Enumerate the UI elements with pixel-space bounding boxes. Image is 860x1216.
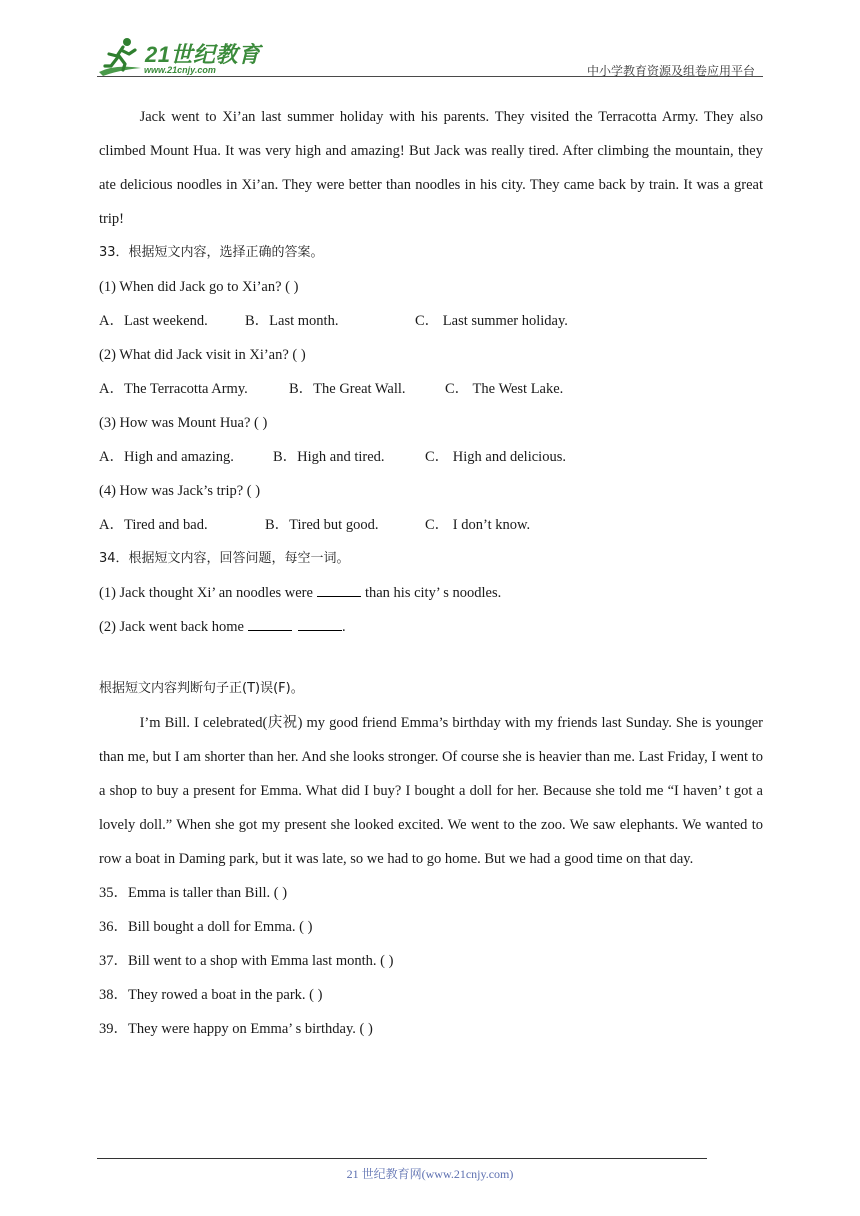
logo-text: 21世纪教育 <box>145 42 261 67</box>
answer-blank[interactable] <box>298 616 342 631</box>
question-37: 37．Bill went to a shop with Emma last month. ( ) <box>99 953 394 969</box>
logo <box>97 34 267 78</box>
question-34-1-text: (1) Jack thought Xi’ an noodles were <box>99 585 313 601</box>
question-39: 39．They were happy on Emma’ s birthday. ( ) <box>99 1021 373 1037</box>
option-a: A．Tired and bad. <box>99 517 208 533</box>
question-34-2-text: (2) Jack went back home <box>99 619 244 635</box>
option-c: C． Last summer holiday. <box>415 313 568 329</box>
footer-link[interactable]: 21 世纪教育网(www.21cnjy.com) <box>346 1167 514 1181</box>
document-body <box>99 100 763 1046</box>
passage-2: I’m Bill. I celebrated(庆祝) my good friend Emma’s birthday with my friends last Sunday. She is younger than me, but I am shorter than her. And she looks stronger. Of course she is heavier than me. Last Friday, I went to a shop to buy a present for Emma. What did I buy? I bought a doll for her. Because she told me “I haven’ t got a lovely doll.” When she got my present she looked excited. We went to the zoo. We saw elephants. We wanted to row a boat in Daming park, but it was late, so we had to go home. But we had a good time on that day. <box>99 715 763 867</box>
options-33-4 <box>99 508 763 542</box>
question-34-2 <box>99 610 763 644</box>
option-b: B．High and tired. <box>273 449 385 465</box>
passage-1: Jack went to Xi’an last summer holiday with his parents. They visited the Terracotta Army. They also climbed Mount Hua. It was very high and amazing! But Jack was really tired. After climbing the mountain, they ate delicious noodles in Xi’an. They were better than noodles in his city. They came back by train. It was a great trip! <box>99 109 763 227</box>
option-b: B．Tired but good. <box>265 517 379 533</box>
option-c: C． High and delicious. <box>425 449 566 465</box>
option-a: A．High and amazing. <box>99 449 234 465</box>
question-34-1-tail: than his city’ s noodles. <box>364 585 502 601</box>
answer-blank[interactable] <box>248 616 292 631</box>
footer-divider <box>97 1158 707 1159</box>
options-33-2 <box>99 372 763 406</box>
question-33-1: (1) When did Jack go to Xi’an? ( ) <box>99 279 299 295</box>
question-34-2-tail: . <box>341 619 346 635</box>
question-35: 35．Emma is taller than Bill. ( ) <box>99 885 288 901</box>
question-33-3: (3) How was Mount Hua? ( ) <box>99 415 268 431</box>
section-2-instruction: 根据短文内容判断句子正(T)误(F)。 <box>99 681 304 696</box>
question-33-4: (4) How was Jack’s trip? ( ) <box>99 483 261 499</box>
option-a: A．Last weekend. <box>99 313 208 329</box>
question-34-1 <box>99 576 763 610</box>
logo-url: www.21cnjy.com <box>144 65 216 75</box>
question-33-title: 33．根据短文内容，选择正确的答案。 <box>99 245 324 260</box>
option-b: B．Last month. <box>245 313 339 329</box>
answer-blank[interactable] <box>317 582 361 597</box>
options-33-1 <box>99 304 763 338</box>
question-38: 38．They rowed a boat in the park. ( ) <box>99 987 323 1003</box>
runner-logo-icon <box>97 34 147 78</box>
question-34-title: 34．根据短文内容，回答问题，每空一词。 <box>99 551 350 566</box>
platform-label: 中小学教育资源及组卷应用平台 <box>586 64 755 78</box>
option-a: A．The Terracotta Army. <box>99 381 248 397</box>
options-33-3 <box>99 440 763 474</box>
question-33-2: (2) What did Jack visit in Xi’an? ( ) <box>99 347 306 363</box>
option-b: B．The Great Wall. <box>289 381 406 397</box>
question-36: 36．Bill bought a doll for Emma. ( ) <box>99 919 313 935</box>
page-header <box>97 34 763 78</box>
option-c: C． I don’t know. <box>425 517 531 533</box>
header-divider <box>97 76 763 77</box>
option-c: C． The West Lake. <box>445 381 564 397</box>
